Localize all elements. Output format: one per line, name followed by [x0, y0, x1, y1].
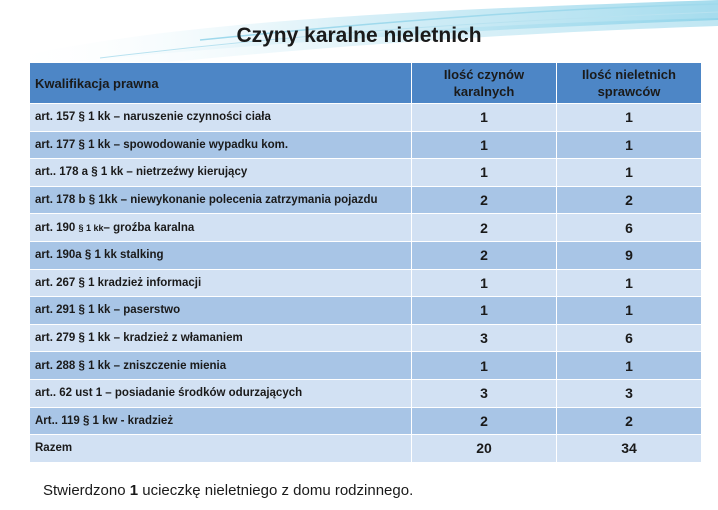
table-row	[30, 352, 702, 380]
table-row	[30, 241, 702, 269]
header-qualification: Kwalifikacja prawna	[30, 63, 412, 104]
cell-offenders: 9	[557, 241, 702, 269]
cell-acts: 2	[412, 214, 557, 242]
cell-qualification: art. 157 § 1 kk – naruszenie czynności ciała	[30, 104, 412, 132]
cell-qualification: art. 178 b § 1kk – niewykonanie polecenia zatrzymania pojazdu	[30, 186, 412, 214]
cell-qualification: art. 267 § 1 kradzież informacji	[30, 269, 412, 297]
cell-acts: 1	[412, 159, 557, 187]
cell-acts: 2	[412, 241, 557, 269]
cell-offenders: 3	[557, 379, 702, 407]
footnote-count: 1	[129, 482, 139, 499]
qualification-article: art. 190	[35, 221, 79, 234]
footnote	[43, 482, 413, 499]
cell-offenders: 6	[557, 214, 702, 242]
cell-qualification: art. 291 § 1 kk – paserstwo	[30, 297, 412, 325]
cell-acts: 1	[412, 131, 557, 159]
cell-acts: 1	[412, 352, 557, 380]
table-row	[30, 407, 702, 435]
cell-qualification: art. 288 § 1 kk – zniszczenie mienia	[30, 352, 412, 380]
cell-acts: 2	[412, 186, 557, 214]
cell-offenders: 1	[557, 297, 702, 325]
table-row	[30, 159, 702, 187]
cell-qualification: art.. 178 a § 1 kk – nietrzeźwy kierujący	[30, 159, 412, 187]
cell-total-offenders: 34	[557, 435, 702, 463]
cell-offenders: 1	[557, 131, 702, 159]
cell-qualification: art.. 62 ust 1 – posiadanie środków odurzających	[30, 379, 412, 407]
cell-qualification	[30, 214, 412, 242]
cell-acts: 1	[412, 297, 557, 325]
footnote-prefix: Stwierdzono	[43, 482, 130, 499]
cell-acts: 1	[412, 104, 557, 132]
table-row	[30, 186, 702, 214]
cell-offenders: 1	[557, 104, 702, 132]
cell-qualification: art. 190a § 1 kk stalking	[30, 241, 412, 269]
cell-qualification: art. 177 § 1 kk – spowodowanie wypadku kom.	[30, 131, 412, 159]
qualification-description: – groźba karalna	[103, 221, 195, 234]
cell-total-label: Razem	[30, 435, 412, 463]
table-row	[30, 297, 702, 325]
cell-acts: 2	[412, 407, 557, 435]
table-total-row	[30, 435, 702, 463]
cell-acts: 3	[412, 379, 557, 407]
cell-acts: 3	[412, 324, 557, 352]
cell-offenders: 1	[557, 352, 702, 380]
table-row	[30, 324, 702, 352]
footnote-suffix: ucieczkę nieletniego z domu rodzinnego.	[138, 482, 414, 499]
cell-offenders: 2	[557, 186, 702, 214]
table-row	[30, 214, 702, 242]
cell-offenders: 6	[557, 324, 702, 352]
table-row	[30, 269, 702, 297]
cell-qualification: Art.. 119 § 1 kw - kradzież	[30, 407, 412, 435]
cell-acts: 1	[412, 269, 557, 297]
header-acts-count: Ilość czynów karalnych	[412, 63, 557, 104]
cell-offenders: 1	[557, 269, 702, 297]
cell-total-acts: 20	[412, 435, 557, 463]
header-offenders-count: Ilość nieletnich sprawców	[557, 63, 702, 104]
cell-qualification: art. 279 § 1 kk – kradzież z włamaniem	[30, 324, 412, 352]
page-title: Czyny karalne nieletnich	[236, 24, 482, 47]
qualification-paragraph: § 1 kk	[78, 222, 104, 233]
data-table	[29, 62, 702, 463]
table-row	[30, 131, 702, 159]
cell-offenders: 1	[557, 159, 702, 187]
table-row	[30, 379, 702, 407]
table-row	[30, 104, 702, 132]
cell-offenders: 2	[557, 407, 702, 435]
table-header-row	[30, 63, 702, 104]
